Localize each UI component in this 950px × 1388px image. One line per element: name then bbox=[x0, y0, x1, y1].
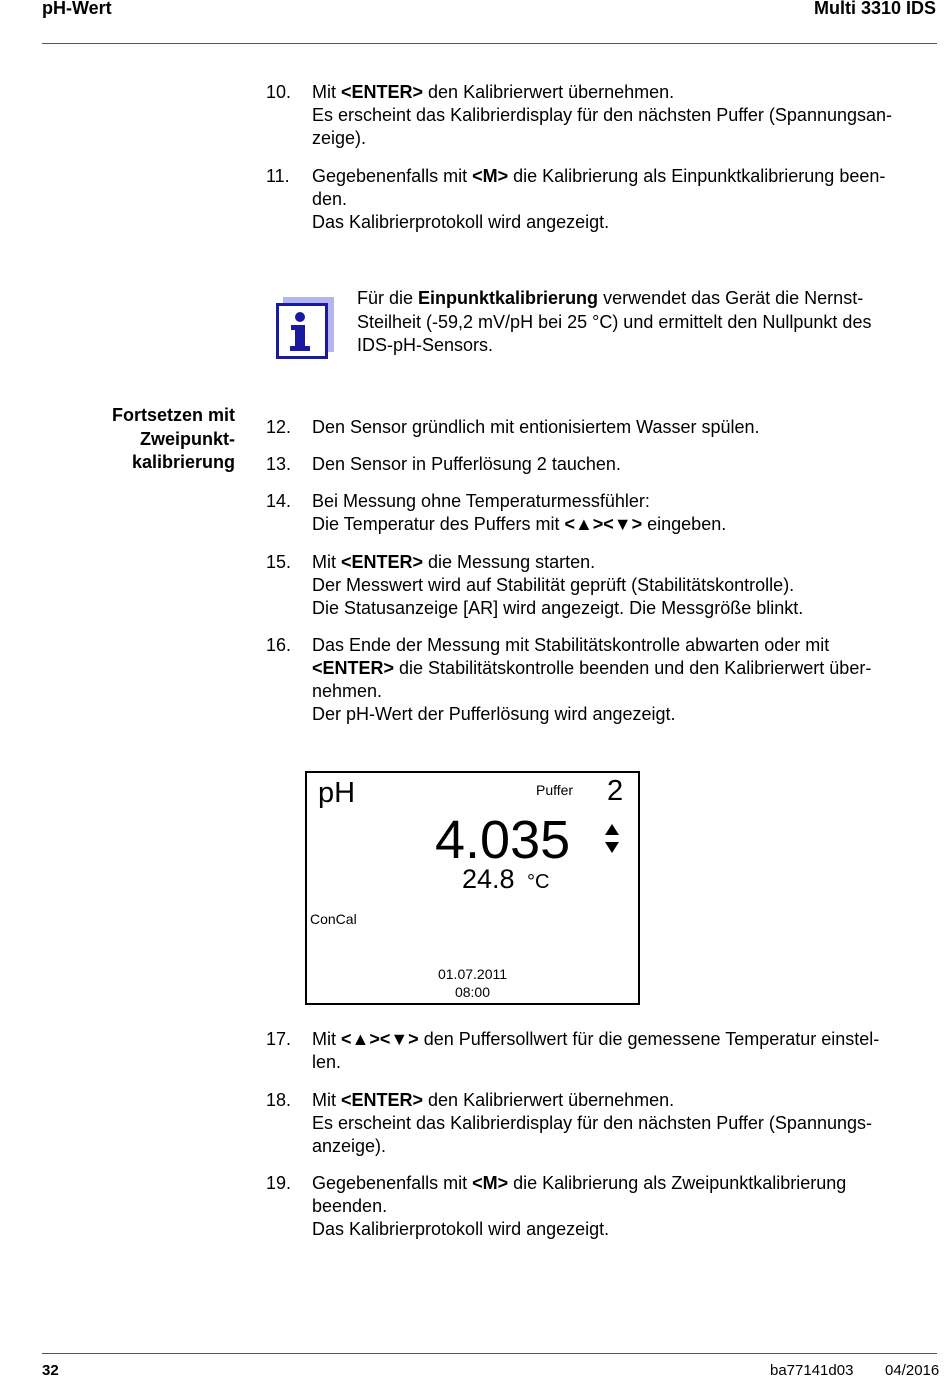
text-span: Der Messwert wird auf Stabilität geprüft (Stabilitätskontrolle). bbox=[312, 575, 795, 595]
text-span: Mit bbox=[312, 82, 341, 102]
text-span: verwendet das Gerät die Nernst- bbox=[598, 288, 864, 308]
text-span: die Messung starten. bbox=[423, 552, 596, 572]
text-line bbox=[312, 188, 936, 211]
device-display bbox=[305, 771, 640, 1005]
page-number: 32 bbox=[42, 1362, 59, 1379]
text-span: Bei Messung ohne Temperaturmessfühler: bbox=[312, 491, 650, 511]
step-number: 11. bbox=[266, 166, 290, 186]
text-span: Mit bbox=[312, 552, 341, 572]
side-heading-line: kalibrierung bbox=[131, 452, 235, 472]
text-line bbox=[312, 634, 936, 657]
text-span: Das Kalibrierprotokoll wird angezeigt. bbox=[312, 212, 610, 232]
text-span: Für die bbox=[357, 288, 419, 308]
step-number: 18. bbox=[266, 1090, 292, 1110]
key-label: <▲><▼> bbox=[341, 1029, 419, 1049]
step-number: 14. bbox=[266, 491, 292, 511]
display-buffer-number: 2 bbox=[607, 775, 624, 807]
text-line bbox=[312, 1028, 936, 1051]
text-span: Den Sensor gründlich mit entionisiertem Wasser spülen. bbox=[312, 417, 760, 437]
key-label: <M> bbox=[472, 1173, 509, 1193]
text-line bbox=[312, 574, 936, 597]
header-divider bbox=[42, 43, 937, 44]
text-line bbox=[312, 1089, 936, 1112]
key-label: <ENTER> bbox=[312, 658, 395, 678]
text-span: Gegebenenfalls mit bbox=[312, 166, 473, 186]
text-span: den Puffersollwert für die gemessene Temperatur einstel- bbox=[418, 1029, 880, 1049]
text-span: den. bbox=[312, 189, 348, 209]
text-line bbox=[357, 311, 932, 335]
text-line bbox=[312, 513, 936, 536]
text-line bbox=[312, 416, 936, 439]
text-span: Das Ende der Messung mit Stabilitätskontrolle abwarten oder mit bbox=[312, 635, 830, 655]
text-line bbox=[312, 1195, 936, 1218]
text-line bbox=[312, 657, 936, 680]
text-span: beenden. bbox=[312, 1196, 388, 1216]
text-span: Den Sensor in Pufferlösung 2 tauchen. bbox=[312, 454, 621, 474]
text-line bbox=[357, 334, 932, 358]
text-span: eingeben. bbox=[642, 514, 727, 534]
step-text bbox=[312, 1028, 936, 1074]
text-span: Mit bbox=[312, 1090, 341, 1110]
step-text bbox=[312, 551, 936, 620]
text-line bbox=[312, 165, 936, 188]
display-buffer-label: Puffer bbox=[536, 782, 574, 798]
text-span: den Kalibrierwert übernehmen. bbox=[423, 82, 675, 102]
key-label: <ENTER> bbox=[341, 552, 424, 572]
text-span: Das Kalibrierprotokoll wird angezeigt. bbox=[312, 1219, 610, 1239]
step-number: 16. bbox=[266, 635, 292, 655]
text-span: die Kalibrierung als Zweipunktkalibrierung bbox=[508, 1173, 847, 1193]
text-span: die Stabilitätskontrolle beenden und den Kalibrierwert über- bbox=[394, 658, 872, 678]
text-line bbox=[312, 453, 936, 476]
up-down-arrows-icon bbox=[603, 821, 621, 857]
text-span: Es erscheint das Kalibrierdisplay für den nächsten Puffer (Spannungs- bbox=[312, 1113, 872, 1133]
text-line bbox=[312, 680, 936, 703]
info-note-text bbox=[357, 287, 932, 358]
document-id: ba77141d03 bbox=[770, 1362, 854, 1379]
text-span: Die Temperatur des Puffers mit bbox=[312, 514, 565, 534]
step-number: 13. bbox=[266, 454, 292, 474]
key-label: <▲><▼> bbox=[564, 514, 643, 534]
step-number: 10. bbox=[266, 82, 292, 102]
display-temperature-unit: °C bbox=[527, 871, 550, 893]
text-line bbox=[312, 1218, 936, 1241]
header-product-name: Multi 3310 IDS bbox=[813, 0, 936, 18]
step-text bbox=[312, 416, 936, 439]
text-line bbox=[312, 551, 936, 574]
document-date: 04/2016 bbox=[885, 1362, 940, 1379]
text-span: Die Statusanzeige [AR] wird angezeigt. Die Messgröße blinkt. bbox=[312, 598, 804, 618]
text-line bbox=[312, 211, 936, 234]
text-span: Gegebenenfalls mit bbox=[312, 1173, 473, 1193]
step-number: 15. bbox=[266, 552, 292, 572]
text-span: anzeige). bbox=[312, 1136, 387, 1156]
text-span: Mit bbox=[312, 1029, 341, 1049]
header-section-title: pH-Wert bbox=[42, 0, 112, 18]
key-label: <ENTER> bbox=[341, 1090, 424, 1110]
display-time: 08:00 bbox=[454, 984, 491, 1000]
text-line bbox=[312, 127, 936, 150]
text-line bbox=[312, 104, 936, 127]
step-text bbox=[312, 1172, 936, 1241]
step-text bbox=[312, 81, 936, 150]
text-line bbox=[312, 1112, 936, 1135]
side-heading-line: Zweipunkt- bbox=[140, 428, 235, 449]
key-label: Einpunktkalibrierung bbox=[418, 288, 599, 308]
step-number: 12. bbox=[266, 417, 292, 437]
step-number: 17. bbox=[266, 1029, 292, 1049]
display-calibration-mode: ConCal bbox=[310, 911, 357, 927]
text-line bbox=[312, 81, 936, 104]
key-label: <M> bbox=[472, 166, 509, 186]
display-date: 01.07.2011 bbox=[437, 966, 508, 982]
step-text bbox=[312, 1089, 936, 1158]
side-heading-line: Fortsetzen mit bbox=[111, 405, 235, 425]
step-text bbox=[312, 165, 936, 234]
display-measured-value: 4.035 bbox=[435, 810, 571, 870]
step-text bbox=[312, 634, 936, 726]
text-span: IDS-pH-Sensors. bbox=[357, 335, 494, 355]
text-line bbox=[357, 287, 932, 311]
step-text bbox=[312, 490, 936, 536]
footer-divider bbox=[42, 1353, 937, 1354]
text-span: Steilheit (-59,2 mV/pH bei 25 °C) und ermittelt den Nullpunkt des bbox=[357, 311, 872, 332]
display-parameter: pH bbox=[318, 777, 356, 809]
text-line bbox=[312, 490, 936, 513]
info-icon bbox=[276, 297, 334, 359]
text-line bbox=[312, 1051, 936, 1074]
side-heading bbox=[60, 404, 235, 475]
step-number: 19. bbox=[266, 1173, 292, 1193]
text-span: Der pH-Wert der Pufferlösung wird angezeigt. bbox=[312, 704, 676, 724]
text-span: den Kalibrierwert übernehmen. bbox=[423, 1090, 675, 1110]
key-label: <ENTER> bbox=[341, 82, 424, 102]
text-span: nehmen. bbox=[312, 681, 383, 701]
text-line bbox=[312, 597, 936, 620]
text-line bbox=[312, 1135, 936, 1158]
text-span: zeige). bbox=[312, 128, 367, 148]
text-line bbox=[312, 1172, 936, 1195]
text-span: Es erscheint das Kalibrierdisplay für den nächsten Puffer (Spannungsan- bbox=[312, 105, 893, 125]
text-span: die Kalibrierung als Einpunktkalibrierung been- bbox=[508, 166, 886, 186]
step-text bbox=[312, 453, 936, 476]
display-temperature: 24.8 bbox=[462, 864, 515, 894]
text-span: len. bbox=[312, 1052, 342, 1072]
text-line bbox=[312, 703, 936, 726]
